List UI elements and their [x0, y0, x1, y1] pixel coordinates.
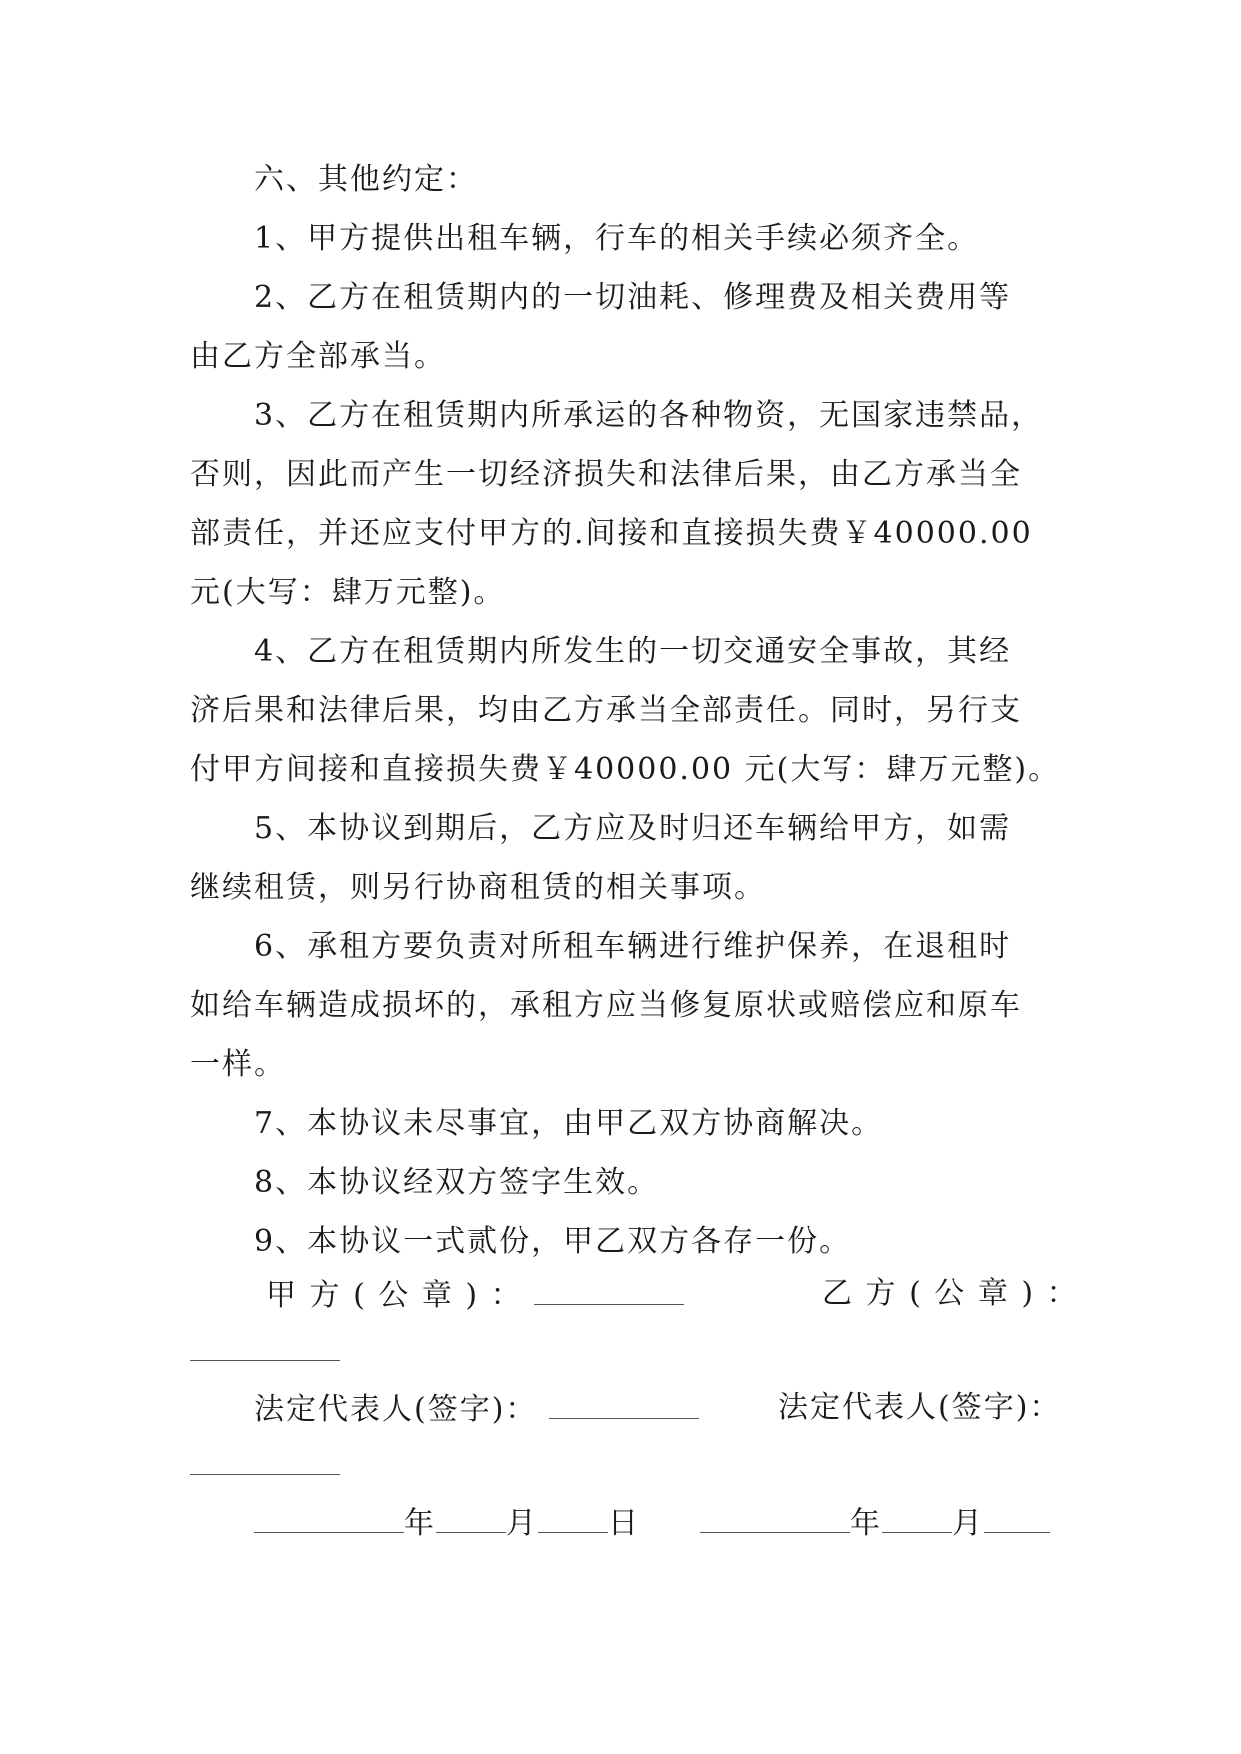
party-b-month-blank: [882, 1502, 952, 1533]
party-b-rep-blank: [190, 1444, 340, 1475]
party-a-date-line: [254, 1502, 640, 1544]
party-b-seal-line: [822, 1274, 1079, 1314]
clause-line: 8、本协议经双方签字生效。: [254, 1165, 660, 1200]
party-b-month-label: 月: [952, 1506, 984, 1541]
clause-line: 否则，因此而产生一切经济损失和法律后果，由乙方承当全: [190, 457, 1022, 492]
party-a-year-label: 年: [404, 1506, 436, 1541]
party-a-month-label: 月: [506, 1506, 538, 1541]
clause-line: 继续租赁，则另行协商租赁的相关事项。: [190, 870, 766, 905]
party-b-seal-label: 乙 方 ( 公 章 ) ：: [822, 1276, 1079, 1311]
clause-6: [190, 917, 1070, 1094]
clause-9: [190, 1212, 1070, 1271]
party-b-rep-blank-line: [190, 1444, 340, 1486]
clause-line: 1、甲方提供出租车辆，行车的相关手续必须齐全。: [254, 221, 980, 256]
clause-line: 如给车辆造成损坏的，承租方应当修复原状或赔偿应和原车: [190, 988, 1022, 1023]
clause-3: [190, 386, 1070, 622]
party-a-day-blank: [538, 1502, 608, 1533]
party-b-year-label: 年: [850, 1506, 882, 1541]
party-a-day-label: 日: [608, 1506, 640, 1541]
clause-1: [190, 209, 1070, 268]
clause-2: [190, 268, 1070, 386]
clause-line: 元(大写：肆万元整)。: [190, 575, 506, 610]
party-b-seal-blank-line: [190, 1330, 340, 1372]
party-b-date-line: [700, 1502, 1050, 1544]
clause-line: 付甲方间接和直接损失费￥40000.00 元(大写：肆万元整)。: [190, 752, 1061, 787]
clause-line: 一样。: [190, 1047, 286, 1082]
clause-line: 5、本协议到期后，乙方应及时归还车辆给甲方，如需: [254, 811, 1012, 846]
clause-line: 济后果和法律后果，均由乙方承当全部责任。同时，另行支: [190, 693, 1022, 728]
clause-line: 9、本协议一式贰份，甲乙双方各存一份。: [254, 1224, 852, 1259]
section-title-text: 六、其他约定：: [254, 162, 478, 197]
party-a-rep-blank: [549, 1388, 699, 1419]
party-a-rep-line: [254, 1388, 699, 1430]
clause-5: [190, 799, 1070, 917]
party-b-year-blank: [700, 1502, 850, 1533]
party-a-year-blank: [254, 1502, 404, 1533]
clause-line: 7、本协议未尽事宜，由甲乙双方协商解决。: [254, 1106, 884, 1141]
clause-line: 2、乙方在租赁期内的一切油耗、修理费及相关费用等: [254, 280, 1012, 315]
party-b-day-blank: [984, 1502, 1050, 1533]
party-a-month-blank: [436, 1502, 506, 1533]
clause-line: 6、承租方要负责对所租车辆进行维护保养，在退租时: [254, 929, 1012, 964]
party-a-seal-line: [266, 1274, 684, 1316]
party-b-rep-line: [778, 1388, 1061, 1428]
party-b-rep-label: 法定代表人(签字)：: [778, 1390, 1062, 1425]
clause-line: 3、乙方在租赁期内所承运的各种物资，无国家违禁品，: [254, 398, 1044, 433]
clause-4: [190, 622, 1070, 799]
party-b-seal-blank: [190, 1330, 340, 1361]
clause-line: 部责任，并还应支付甲方的.间接和直接损失费￥40000.00: [190, 516, 1033, 551]
clause-8: [190, 1153, 1070, 1212]
clause-7: [190, 1094, 1070, 1153]
party-a-seal-label: 甲 方 ( 公 章 ) ：: [266, 1278, 523, 1313]
party-a-rep-label: 法定代表人(签字)：: [254, 1392, 538, 1427]
party-a-seal-blank: [534, 1274, 684, 1305]
clause-line: 4、乙方在租赁期内所发生的一切交通安全事故，其经: [254, 634, 1012, 669]
section-title: [190, 150, 1070, 209]
clause-line: 由乙方全部承当。: [190, 339, 446, 374]
